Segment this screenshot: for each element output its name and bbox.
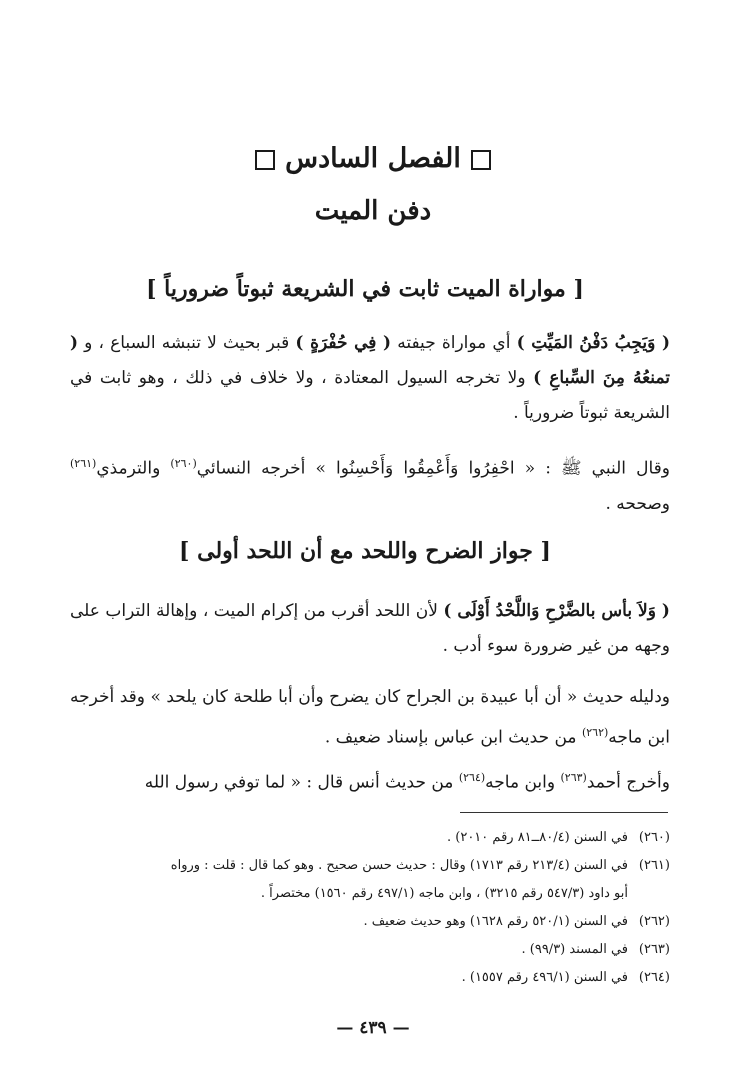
body-text: وابن ماجه — [485, 772, 561, 793]
body-text: والترمذي — [96, 458, 171, 479]
body-text: ودليله حديث « أن أبا عبيدة بن الجراح كان يضرح وأن أبا طلحة كان يلحد » وقد أخرجه ابن ماجه — [70, 687, 670, 748]
chapter-subtitle: دفن الميت — [314, 196, 432, 226]
paragraph-lahd-preferred — [70, 594, 670, 664]
page-number: — ٤٣٩ — — [336, 1018, 410, 1038]
body-text: من حديث أنس قال : « لما توفي رسول الله — [144, 772, 459, 793]
quoted-text: ( فِي حُفْرَةٍ ) — [295, 333, 392, 353]
paragraph-text — [70, 594, 670, 664]
footnote-item — [72, 964, 670, 992]
footnote-item — [72, 824, 670, 852]
paragraph-text — [70, 680, 670, 756]
paragraph-hadith-dig — [70, 446, 670, 522]
footnote-number: (٢٦١) — [638, 858, 670, 873]
body-text: أي مواراة جيفته — [391, 333, 517, 353]
chapter-title-text: الفصل السادس — [285, 143, 461, 174]
paragraph-evidence — [70, 680, 670, 756]
square-ornament-icon — [471, 150, 491, 170]
footnote-number: (٢٦٢) — [638, 914, 670, 929]
footnote-text: في السنن (٤٩٦/١ رقم ١٥٥٧) . — [461, 970, 628, 985]
footnote-ref: (٢٦١) — [70, 457, 97, 470]
footnote-text: في السنن (٨٠/٤ــ٨١ رقم ٢٠١٠) . — [447, 830, 628, 845]
footnote-text: في السنن (٢١٣/٤ رقم ١٧١٣) وقال : حديث حسن صحيح . وهو كما قال : قلت : ورواه — [170, 858, 628, 873]
paragraph-text — [70, 760, 670, 801]
footnote-text: في المسند (٩٩/٣) . — [521, 942, 628, 957]
section-heading-burial: [ مواراة الميت ثابت في الشريعة ثبوتاً ضرورياً ] — [146, 276, 584, 302]
body-text: وأخرج أحمد — [586, 772, 670, 793]
paragraph-text — [70, 326, 670, 431]
square-ornament-icon — [255, 150, 275, 170]
footnote-item — [72, 908, 670, 936]
quoted-text: ( تمنعُهُ مِنَ السِّباعِ ) — [70, 333, 670, 388]
footnote-ref: (٢٦٢) — [581, 726, 609, 739]
body-text: وقال النبي ﷺ : « احْفِرُوا وَأَعْمِقُوا وَأَحْسِنُوا » أخرجه النسائي — [196, 458, 670, 479]
quoted-text: ( وَيَجِبُ دَفْنُ المَيِّتِ ) — [516, 333, 671, 353]
footnote-item — [72, 852, 670, 880]
footnote-number: (٢٦٠) — [638, 830, 670, 845]
body-text: من حديث ابن عباس بإسناد ضعيف . — [324, 727, 582, 748]
body-text: لأن اللحد أقرب من إكرام الميت ، وإهالة التراب على وجهه من غير ضرورة سوء أدب . — [70, 601, 670, 656]
body-text: ولا تخرجه السيول المعتادة ، ولا خلاف في ذلك ، وهو ثابت في الشريعة ثبوتاً ضرورياً . — [70, 368, 670, 423]
paragraph-burial-obligation — [70, 326, 670, 431]
section-heading-lahd: [ جواز الضرح واللحد مع أن اللحد أولى ] — [179, 538, 551, 564]
footnote-number: (٢٦٣) — [638, 942, 670, 957]
footnote-ref: (٢٦٤) — [458, 771, 486, 784]
quoted-text: ( وَلاَ بأس بالضَّرْحِ وَاللَّحْدُ أَوْلَى ) — [443, 601, 670, 621]
paragraph-anas-hadith — [70, 760, 670, 801]
chapter-title — [0, 143, 746, 174]
paragraph-text — [70, 446, 670, 522]
footnotes — [72, 824, 670, 992]
body-text: قبر بحيث لا تنبشه السباع ، و — [78, 333, 296, 353]
footnote-ref: (٢٦٠) — [170, 457, 197, 470]
body-text: وصححه . — [605, 493, 670, 514]
footnote-continuation: أبو داود (٥٤٧/٣ رقم ٣٢١٥) ، وابن ماجه (٤٩٧/١ رقم ١٥٦٠) مختصراً . — [260, 886, 628, 901]
footnote-text: في السنن (٥٢٠/١ رقم ١٦٢٨) وهو حديث ضعيف . — [363, 914, 628, 929]
footnote-ref: (٢٦٣) — [560, 771, 587, 784]
footnote-divider — [460, 812, 668, 813]
footnote-number: (٢٦٤) — [638, 970, 670, 985]
footnote-item — [72, 936, 670, 964]
